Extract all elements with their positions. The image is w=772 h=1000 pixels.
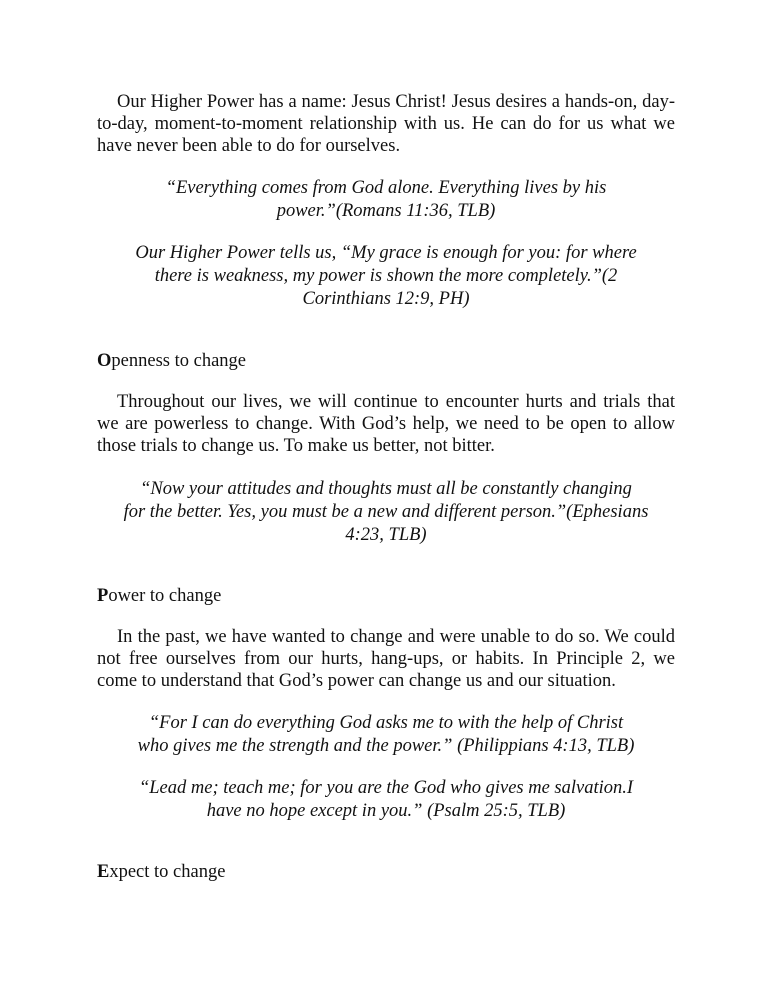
quote-line: “Everything comes from God alone. Everything lives by his: [165, 178, 607, 198]
quote-line: Our Higher Power tells us, “My grace is enough for you: for where: [135, 243, 637, 263]
heading-text: penness to change: [111, 351, 246, 371]
ephesians-quote: [97, 478, 675, 547]
openness-paragraph: Throughout our lives, we will continue to encounter hurts and trials that we are powerless to change. With God’s help, we need to be open to allow those trials to change us. To make us better, not bitter.: [97, 392, 675, 456]
corinthians-quote: [97, 242, 675, 311]
romans-quote: [97, 177, 675, 223]
quote-line: “Now your attitudes and thoughts must all be constantly changing: [140, 479, 632, 499]
heading-initial: O: [97, 351, 112, 371]
quote-line: have no hope except in you.” (Psalm 25:5, TLB): [206, 801, 566, 821]
heading-openness: [97, 350, 246, 372]
heading-expect: [97, 861, 225, 883]
quote-line: for the better. Yes, you must be a new and different person.”(Ephesians: [123, 502, 649, 522]
quote-line: there is weakness, my power is shown the more completely.”(2: [154, 266, 618, 286]
heading-initial: P: [97, 586, 109, 606]
quote-line: who gives me the strength and the power.” (Philippians 4:13, TLB): [137, 736, 635, 756]
heading-text: ower to change: [108, 586, 222, 606]
intro-paragraph: Our Higher Power has a name: Jesus Christ! Jesus desires a hands-on, day-to-day, moment-to-moment relationship with us. He can do for us what we have never been able to do for ourselves.: [97, 92, 675, 156]
quote-line: power.”(Romans 11:36, TLB): [276, 201, 496, 221]
power-paragraph: In the past, we have wanted to change and were unable to do so. We could not free ourselves from our hurts, hang-ups, or habits. In Principle 2, we come to understand that God’s power can change us and our situation.: [97, 627, 675, 691]
quote-line: “For I can do everything God asks me to with the help of Christ: [148, 713, 624, 733]
quote-line: Corinthians 12:9, PH): [302, 289, 470, 309]
quote-line: “Lead me; teach me; for you are the God who gives me salvation.I: [138, 778, 634, 798]
philippians-quote: [97, 712, 675, 758]
heading-initial: E: [97, 862, 110, 882]
heading-power: [97, 585, 221, 607]
heading-text: xpect to change: [109, 862, 226, 882]
psalm-quote: [97, 777, 675, 823]
quote-line: 4:23, TLB): [345, 525, 427, 545]
